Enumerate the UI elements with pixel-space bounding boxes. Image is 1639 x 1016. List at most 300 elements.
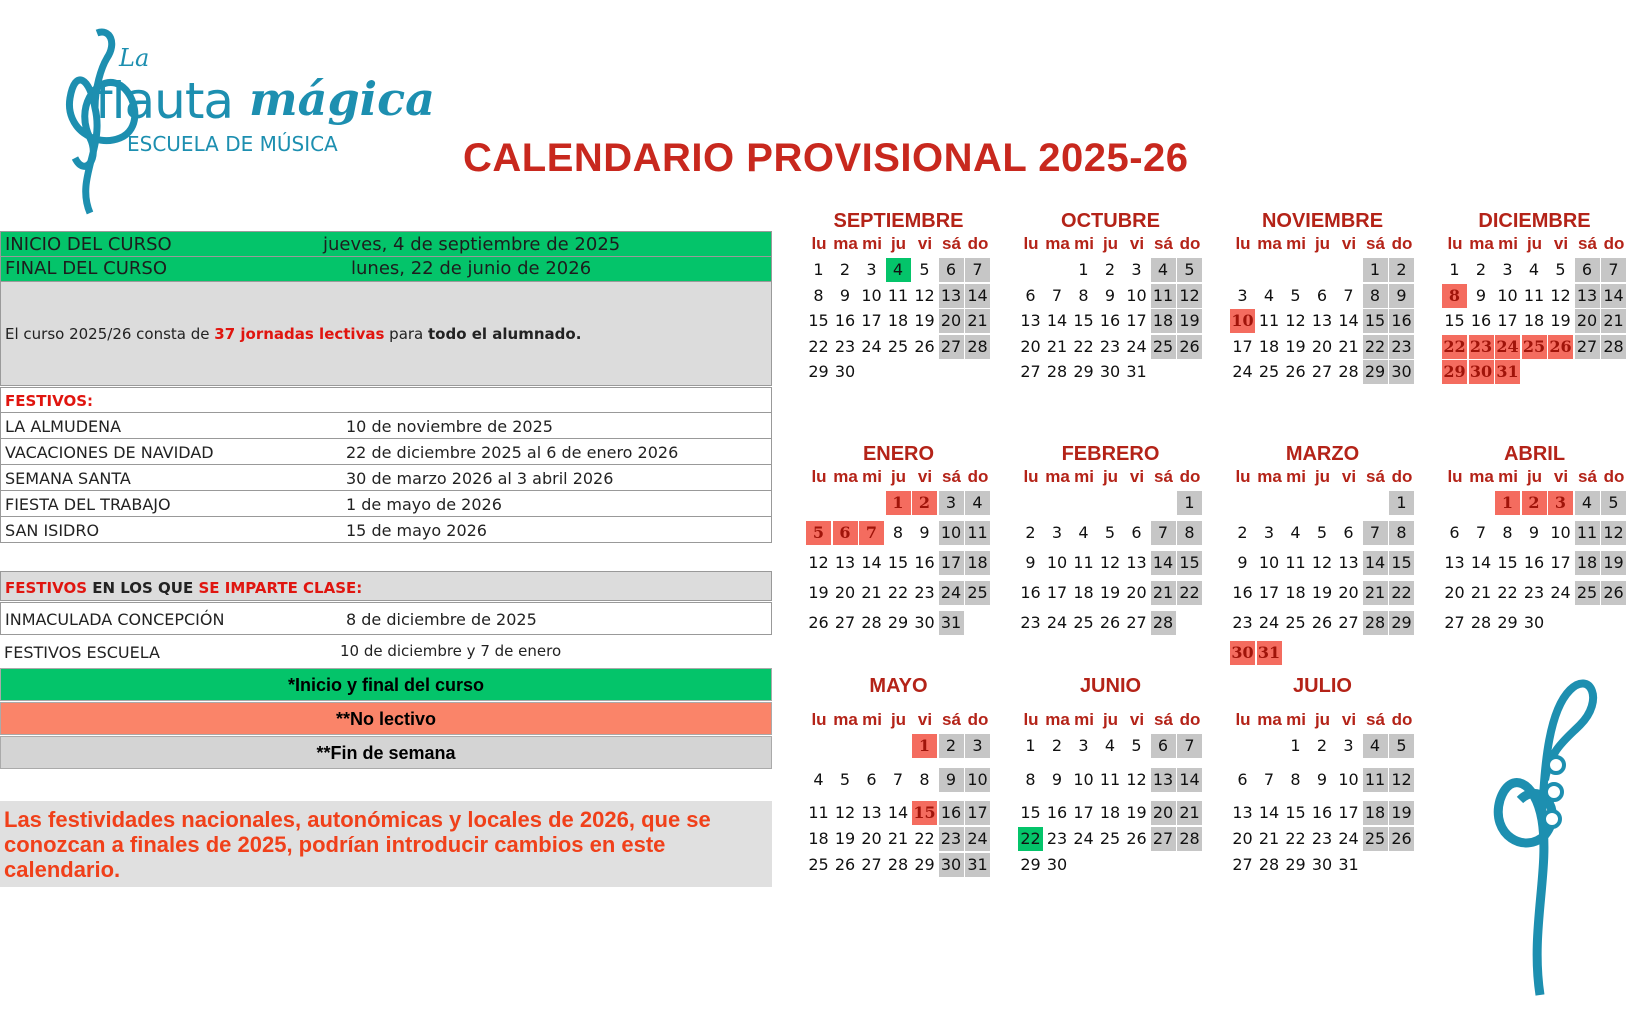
festivos-heading: FESTIVOS: [5, 392, 94, 410]
weekend-day-cell: 12 [1177, 284, 1202, 308]
day-cell: 18 [887, 311, 909, 330]
day-cell: 10 [1497, 286, 1518, 305]
day-cell: 10 [1126, 286, 1147, 305]
day-cell: 3 [1237, 286, 1248, 305]
holiday-day-cell: 7 [859, 521, 884, 545]
day-cell: 26 [1099, 613, 1121, 632]
day-cell: 10 [1550, 523, 1571, 542]
weekend-day-cell: 14 [1601, 284, 1626, 308]
weekend-day-cell: 4 [1151, 258, 1176, 282]
weekend-day-cell: 6 [1151, 734, 1176, 758]
day-cell: 28 [887, 855, 909, 874]
day-cell: 15 [1285, 803, 1306, 822]
holiday-day-cell: 31 [1257, 641, 1282, 665]
day-cell: 29 [1020, 855, 1041, 874]
day-cell: 17 [1497, 311, 1518, 330]
day-cell: 20 [1338, 583, 1359, 602]
weekday-label: vi [1553, 234, 1569, 253]
weekday-label: ju [890, 710, 907, 729]
day-cell: 24 [1126, 337, 1147, 356]
weekend-day-cell: 11 [1151, 284, 1176, 308]
day-cell: 26 [914, 337, 935, 356]
weekend-day-cell: 6 [1575, 258, 1600, 282]
weekend-day-cell: 1 [1389, 491, 1414, 515]
weekday-label: do [1603, 234, 1625, 253]
day-cell: 6 [1237, 770, 1248, 789]
day-cell: 9 [1316, 770, 1328, 789]
weekend-day-cell: 4 [1575, 491, 1600, 515]
day-cell: 7 [1475, 523, 1487, 542]
day-cell: 10 [861, 286, 882, 305]
day-cell: 7 [892, 770, 904, 789]
day-cell: 3 [866, 260, 877, 279]
holiday-day-cell: 30 [1469, 360, 1494, 384]
weekday-label: lu [811, 234, 827, 253]
weekend-day-cell: 8 [1389, 521, 1414, 545]
festivo-clase-value: 8 de diciembre de 2025 [346, 610, 537, 629]
month-name: MAYO [869, 675, 928, 697]
course-boundary-day-cell: 4 [886, 258, 911, 282]
weekend-day-cell: 14 [1177, 768, 1202, 792]
weekday-label: do [1179, 234, 1201, 253]
festivo-clase-row [0, 602, 772, 635]
day-cell: 18 [1285, 583, 1306, 602]
day-cell: 6 [1025, 286, 1036, 305]
weekday-label: ma [833, 467, 858, 486]
day-cell: 30 [834, 362, 856, 381]
day-cell: 16 [1020, 583, 1041, 602]
day-cell: 19 [1099, 583, 1121, 602]
weekend-day-cell: 2 [1389, 258, 1414, 282]
holiday-day-cell: 15 [912, 801, 937, 825]
day-cell: 30 [1523, 613, 1545, 632]
day-cell: 19 [808, 583, 829, 602]
weekend-day-cell: 26 [1601, 581, 1626, 605]
day-cell: 8 [1290, 770, 1301, 789]
day-cell: 4 [1104, 736, 1116, 755]
festivo-row [0, 465, 772, 491]
day-cell: 1 [1078, 260, 1089, 279]
weekend-day-cell: 18 [1151, 309, 1176, 333]
weekday-label: ju [1314, 710, 1331, 729]
holiday-day-cell: 6 [833, 521, 858, 545]
weekend-day-cell: 8 [1177, 521, 1202, 545]
course-start-row [0, 231, 772, 257]
day-cell: 21 [1338, 337, 1359, 356]
weekend-day-cell: 15 [1177, 551, 1202, 575]
day-cell: 29 [1285, 855, 1306, 874]
day-cell: 26 [808, 613, 829, 632]
weekday-label: lu [1235, 234, 1251, 253]
weekend-day-cell: 10 [939, 521, 964, 545]
month-name: OCTUBRE [1061, 210, 1160, 232]
month-name: JULIO [1293, 675, 1352, 697]
day-cell: 2 [1475, 260, 1487, 279]
weekend-day-cell: 7 [1601, 258, 1626, 282]
day-cell: 20 [861, 829, 882, 848]
holiday-day-cell: 22 [1442, 335, 1467, 359]
weekend-day-cell: 6 [939, 258, 964, 282]
month-name: FEBRERO [1061, 443, 1160, 465]
weekend-day-cell: 26 [1389, 827, 1414, 851]
day-cell: 19 [1550, 311, 1571, 330]
weekday-label: vi [1341, 467, 1357, 486]
weekday-label: ju [1102, 467, 1119, 486]
festivo-row [0, 517, 772, 543]
weekend-day-cell: 17 [939, 551, 964, 575]
day-cell: 17 [1232, 337, 1253, 356]
holiday-day-cell: 24 [1495, 335, 1520, 359]
day-cell: 19 [1126, 803, 1147, 822]
weekend-day-cell: 1 [1177, 491, 1202, 515]
logo-flauta: flauta [95, 72, 234, 130]
weekday-label: mi [1286, 710, 1306, 729]
day-cell: 13 [861, 803, 882, 822]
weekday-label: lu [1023, 710, 1039, 729]
day-cell: 25 [887, 337, 909, 356]
legend-weekend: **Fin de semana [0, 736, 772, 769]
weekday-label: sá [1578, 234, 1597, 253]
weekend-day-cell: 3 [965, 734, 990, 758]
weekend-day-cell: 8 [1363, 284, 1388, 308]
day-cell: 2 [1237, 523, 1248, 542]
day-cell: 11 [1258, 311, 1280, 330]
weekday-label: ma [1045, 467, 1070, 486]
weekend-day-cell: 13 [939, 284, 964, 308]
weekday-label: mi [1498, 467, 1518, 486]
day-cell: 28 [1338, 362, 1359, 381]
weekday-label: sá [1154, 234, 1173, 253]
day-cell: 11 [1285, 553, 1306, 572]
festivo-label: LA ALMUDENA [5, 417, 122, 436]
day-cell: 28 [1258, 855, 1280, 874]
weekend-day-cell: 15 [1363, 309, 1388, 333]
flute-clef-icon [1470, 670, 1610, 1000]
weekday-label: do [967, 234, 989, 253]
day-cell: 7 [1263, 770, 1275, 789]
festivo-value: 1 de mayo de 2026 [346, 495, 502, 514]
day-cell: 17 [1258, 583, 1280, 602]
weekend-day-cell: 20 [939, 309, 964, 333]
weekend-day-cell: 31 [965, 853, 990, 877]
summary-part-c: para [384, 325, 429, 343]
weekday-label: vi [1129, 467, 1145, 486]
weekend-day-cell: 4 [1363, 734, 1388, 758]
day-cell: 23 [1099, 337, 1121, 356]
day-cell: 14 [861, 553, 882, 572]
day-cell: 12 [1285, 311, 1306, 330]
day-cell: 15 [808, 311, 829, 330]
day-cell: 22 [887, 583, 909, 602]
day-cell: 9 [839, 286, 851, 305]
holiday-day-cell: 26 [1548, 335, 1573, 359]
weekend-day-cell: 5 [1389, 734, 1414, 758]
day-cell: 29 [1073, 362, 1094, 381]
weekday-label: sá [1366, 710, 1385, 729]
holiday-day-cell: 3 [1548, 491, 1573, 515]
weekday-label: ma [1257, 234, 1282, 253]
day-cell: 4 [1263, 286, 1275, 305]
day-cell: 21 [1470, 583, 1492, 602]
day-cell: 21 [1258, 829, 1280, 848]
weekday-label: vi [1553, 467, 1569, 486]
weekend-day-cell: 28 [1601, 335, 1626, 359]
day-cell: 5 [839, 770, 851, 789]
day-cell: 26 [834, 855, 856, 874]
day-cell: 16 [1099, 311, 1121, 330]
weekend-day-cell: 27 [1575, 335, 1600, 359]
weekday-label: ma [1045, 710, 1070, 729]
weekend-day-cell: 30 [1389, 360, 1414, 384]
weekend-day-cell: 7 [965, 258, 990, 282]
course-end-row [0, 257, 772, 282]
day-cell: 21 [861, 583, 882, 602]
day-cell: 5 [1316, 523, 1328, 542]
holiday-day-cell: 25 [1522, 335, 1547, 359]
weekend-day-cell: 10 [965, 768, 990, 792]
weekend-day-cell: 5 [1601, 491, 1626, 515]
festivo-value: 30 de marzo 2026 al 3 abril 2026 [346, 469, 614, 488]
day-cell: 17 [1126, 311, 1147, 330]
weekday-label: lu [1235, 710, 1251, 729]
day-cell: 1 [1449, 260, 1460, 279]
day-cell: 23 [1232, 613, 1253, 632]
weekend-day-cell: 5 [1177, 258, 1202, 282]
day-cell: 19 [1285, 337, 1306, 356]
day-cell: 29 [887, 613, 909, 632]
legend-start-end: *Inicio y final del curso [0, 668, 772, 701]
weekday-label: mi [1074, 234, 1094, 253]
weekend-day-cell: 7 [1363, 521, 1388, 545]
festivos-clase-h2: EN LOS QUE [87, 579, 199, 597]
weekday-label: ma [1257, 467, 1282, 486]
day-cell: 28 [1470, 613, 1492, 632]
weekday-label: vi [917, 710, 933, 729]
day-cell: 12 [1311, 553, 1333, 572]
weekday-label: do [1391, 710, 1413, 729]
festivos-heading-row [0, 387, 772, 413]
weekday-label: do [1179, 710, 1201, 729]
weekend-day-cell: 28 [1177, 827, 1202, 851]
day-cell: 22 [914, 829, 935, 848]
day-cell: 25 [1258, 362, 1280, 381]
day-cell: 28 [1046, 362, 1068, 381]
summary-part-a: El curso 2025/26 consta de [5, 325, 215, 343]
weekend-day-cell: 3 [939, 491, 964, 515]
weekend-day-cell: 21 [965, 309, 990, 333]
festivo-clase-value: 10 de diciembre y 7 de enero [340, 642, 562, 660]
weekday-label: lu [1023, 467, 1039, 486]
weekend-day-cell: 28 [965, 335, 990, 359]
weekday-label: mi [1286, 234, 1306, 253]
day-cell: 5 [1555, 260, 1566, 279]
weekend-day-cell: 1 [1363, 258, 1388, 282]
day-cell: 9 [1475, 286, 1487, 305]
day-cell: 16 [914, 553, 935, 572]
day-cell: 23 [1523, 583, 1545, 602]
weekend-day-cell: 18 [965, 551, 990, 575]
festivo-label: SEMANA SANTA [5, 469, 131, 488]
weekend-day-cell: 29 [1363, 360, 1388, 384]
weekend-day-cell: 20 [1575, 309, 1600, 333]
day-cell: 5 [919, 260, 930, 279]
day-cell: 27 [1232, 855, 1253, 874]
weekday-label: do [967, 467, 989, 486]
weekend-day-cell: 25 [965, 581, 990, 605]
day-cell: 22 [1073, 337, 1094, 356]
day-cell: 21 [1046, 337, 1068, 356]
day-cell: 3 [1263, 523, 1275, 542]
day-cell: 12 [834, 803, 856, 822]
day-cell: 2 [839, 260, 851, 279]
weekend-day-cell: 25 [1575, 581, 1600, 605]
weekend-day-cell: 19 [1177, 309, 1202, 333]
day-cell: 16 [1311, 803, 1333, 822]
weekday-label: ju [890, 234, 907, 253]
weekday-label: lu [1235, 467, 1251, 486]
day-cell: 13 [1126, 553, 1147, 572]
day-cell: 28 [861, 613, 882, 632]
logo-magica: mágica [249, 72, 435, 126]
day-cell: 12 [808, 553, 829, 572]
day-cell: 25 [1099, 829, 1121, 848]
weekday-label: lu [811, 467, 827, 486]
weekend-day-cell: 21 [1601, 309, 1626, 333]
day-cell: 23 [1311, 829, 1333, 848]
day-cell: 10 [1258, 553, 1280, 572]
weekday-label: do [1391, 234, 1413, 253]
festivo-value: 22 de diciembre 2025 al 6 de enero 2026 [346, 443, 679, 462]
festivo-clase-label: FESTIVOS ESCUELA [4, 643, 160, 662]
day-cell: 7 [1051, 286, 1063, 305]
day-cell: 24 [1338, 829, 1359, 848]
day-cell: 12 [1099, 553, 1121, 572]
weekend-day-cell: 13 [1151, 768, 1176, 792]
note-box [0, 801, 772, 887]
weekend-day-cell: 29 [1389, 611, 1414, 635]
day-cell: 16 [1046, 803, 1068, 822]
weekday-label: ju [1526, 467, 1543, 486]
day-cell: 15 [1073, 311, 1094, 330]
weekend-day-cell: 18 [1363, 801, 1388, 825]
weekday-label: mi [1286, 467, 1306, 486]
day-cell: 14 [1470, 553, 1492, 572]
day-cell: 18 [1099, 803, 1121, 822]
weekend-day-cell: 28 [1151, 611, 1176, 635]
weekend-day-cell: 22 [1389, 581, 1414, 605]
day-cell: 4 [1078, 523, 1089, 542]
day-cell: 11 [808, 803, 829, 822]
day-cell: 24 [1073, 829, 1094, 848]
weekend-day-cell: 9 [1389, 284, 1414, 308]
weekday-label: vi [1341, 234, 1357, 253]
day-cell: 6 [866, 770, 877, 789]
weekday-label: sá [942, 234, 961, 253]
weekend-day-cell: 15 [1389, 551, 1414, 575]
day-cell: 9 [919, 523, 930, 542]
weekend-day-cell: 11 [1363, 768, 1388, 792]
day-cell: 3 [1502, 260, 1513, 279]
day-cell: 14 [1258, 803, 1280, 822]
summary-all-students: todo el alumnado. [428, 325, 582, 343]
weekend-day-cell: 16 [1389, 309, 1414, 333]
holiday-day-cell: 31 [1495, 360, 1520, 384]
day-cell: 19 [834, 829, 856, 848]
day-cell: 15 [1444, 311, 1465, 330]
school-logo [35, 28, 435, 218]
day-cell: 14 [1338, 311, 1359, 330]
weekday-label: sá [1578, 467, 1597, 486]
weekday-label: vi [917, 467, 933, 486]
day-cell: 16 [834, 311, 856, 330]
day-cell: 15 [887, 553, 909, 572]
day-cell: 1 [1290, 736, 1301, 755]
day-cell: 23 [914, 583, 935, 602]
weekend-day-cell: 22 [1177, 581, 1202, 605]
festivo-label: SAN ISIDRO [5, 521, 100, 540]
day-cell: 2 [1104, 260, 1116, 279]
day-cell: 9 [1528, 523, 1540, 542]
weekend-day-cell: 9 [939, 768, 964, 792]
weekday-label: ma [833, 234, 858, 253]
day-cell: 18 [808, 829, 829, 848]
day-cell: 30 [914, 613, 935, 632]
day-cell: 1 [813, 260, 824, 279]
day-cell: 30 [1099, 362, 1121, 381]
weekday-label: ma [1045, 234, 1070, 253]
weekend-day-cell: 28 [1363, 611, 1388, 635]
day-cell: 25 [1073, 613, 1094, 632]
day-cell: 21 [887, 829, 909, 848]
holiday-day-cell: 30 [1230, 641, 1255, 665]
day-cell: 11 [1099, 770, 1121, 789]
day-cell: 10 [1073, 770, 1094, 789]
day-cell: 17 [1046, 583, 1068, 602]
day-cell: 18 [1523, 311, 1545, 330]
logo-school: ESCUELA DE MÚSICA [127, 132, 338, 156]
festivo-label: FIESTA DEL TRABAJO [5, 495, 171, 514]
weekday-label: ma [1469, 467, 1494, 486]
day-cell: 13 [1444, 553, 1465, 572]
day-cell: 23 [834, 337, 856, 356]
day-cell: 9 [1104, 286, 1116, 305]
weekend-day-cell: 7 [1177, 734, 1202, 758]
day-cell: 8 [1078, 286, 1089, 305]
day-cell: 6 [1449, 523, 1460, 542]
course-end-value: lunes, 22 de junio de 2026 [351, 258, 592, 279]
day-cell: 26 [1311, 613, 1333, 632]
course-end-label: FINAL DEL CURSO [5, 258, 168, 279]
legend-no-lectivo: **No lectivo [0, 702, 772, 735]
day-cell: 18 [1258, 337, 1280, 356]
day-cell: 12 [914, 286, 935, 305]
festivo-clase-label: INMACULADA CONCEPCIÓN [5, 610, 225, 629]
weekend-day-cell: 23 [939, 827, 964, 851]
month-name: DICIEMBRE [1478, 210, 1591, 232]
weekend-day-cell: 26 [1177, 335, 1202, 359]
summary-row [0, 282, 772, 386]
day-cell: 9 [1237, 553, 1248, 572]
day-cell: 20 [1444, 583, 1465, 602]
note-text: Las festividades nacionales, autonómicas y locales de 2026, que se conozcan a finales de 2025, podrían introducir cambios en este calendario. [4, 807, 711, 882]
day-cell: 24 [1046, 613, 1068, 632]
day-cell: 4 [813, 770, 824, 789]
day-cell: 25 [1285, 613, 1306, 632]
weekday-label: lu [1447, 467, 1463, 486]
day-cell: 22 [1497, 583, 1518, 602]
day-cell: 3 [1343, 736, 1354, 755]
day-cell: 16 [1470, 311, 1492, 330]
